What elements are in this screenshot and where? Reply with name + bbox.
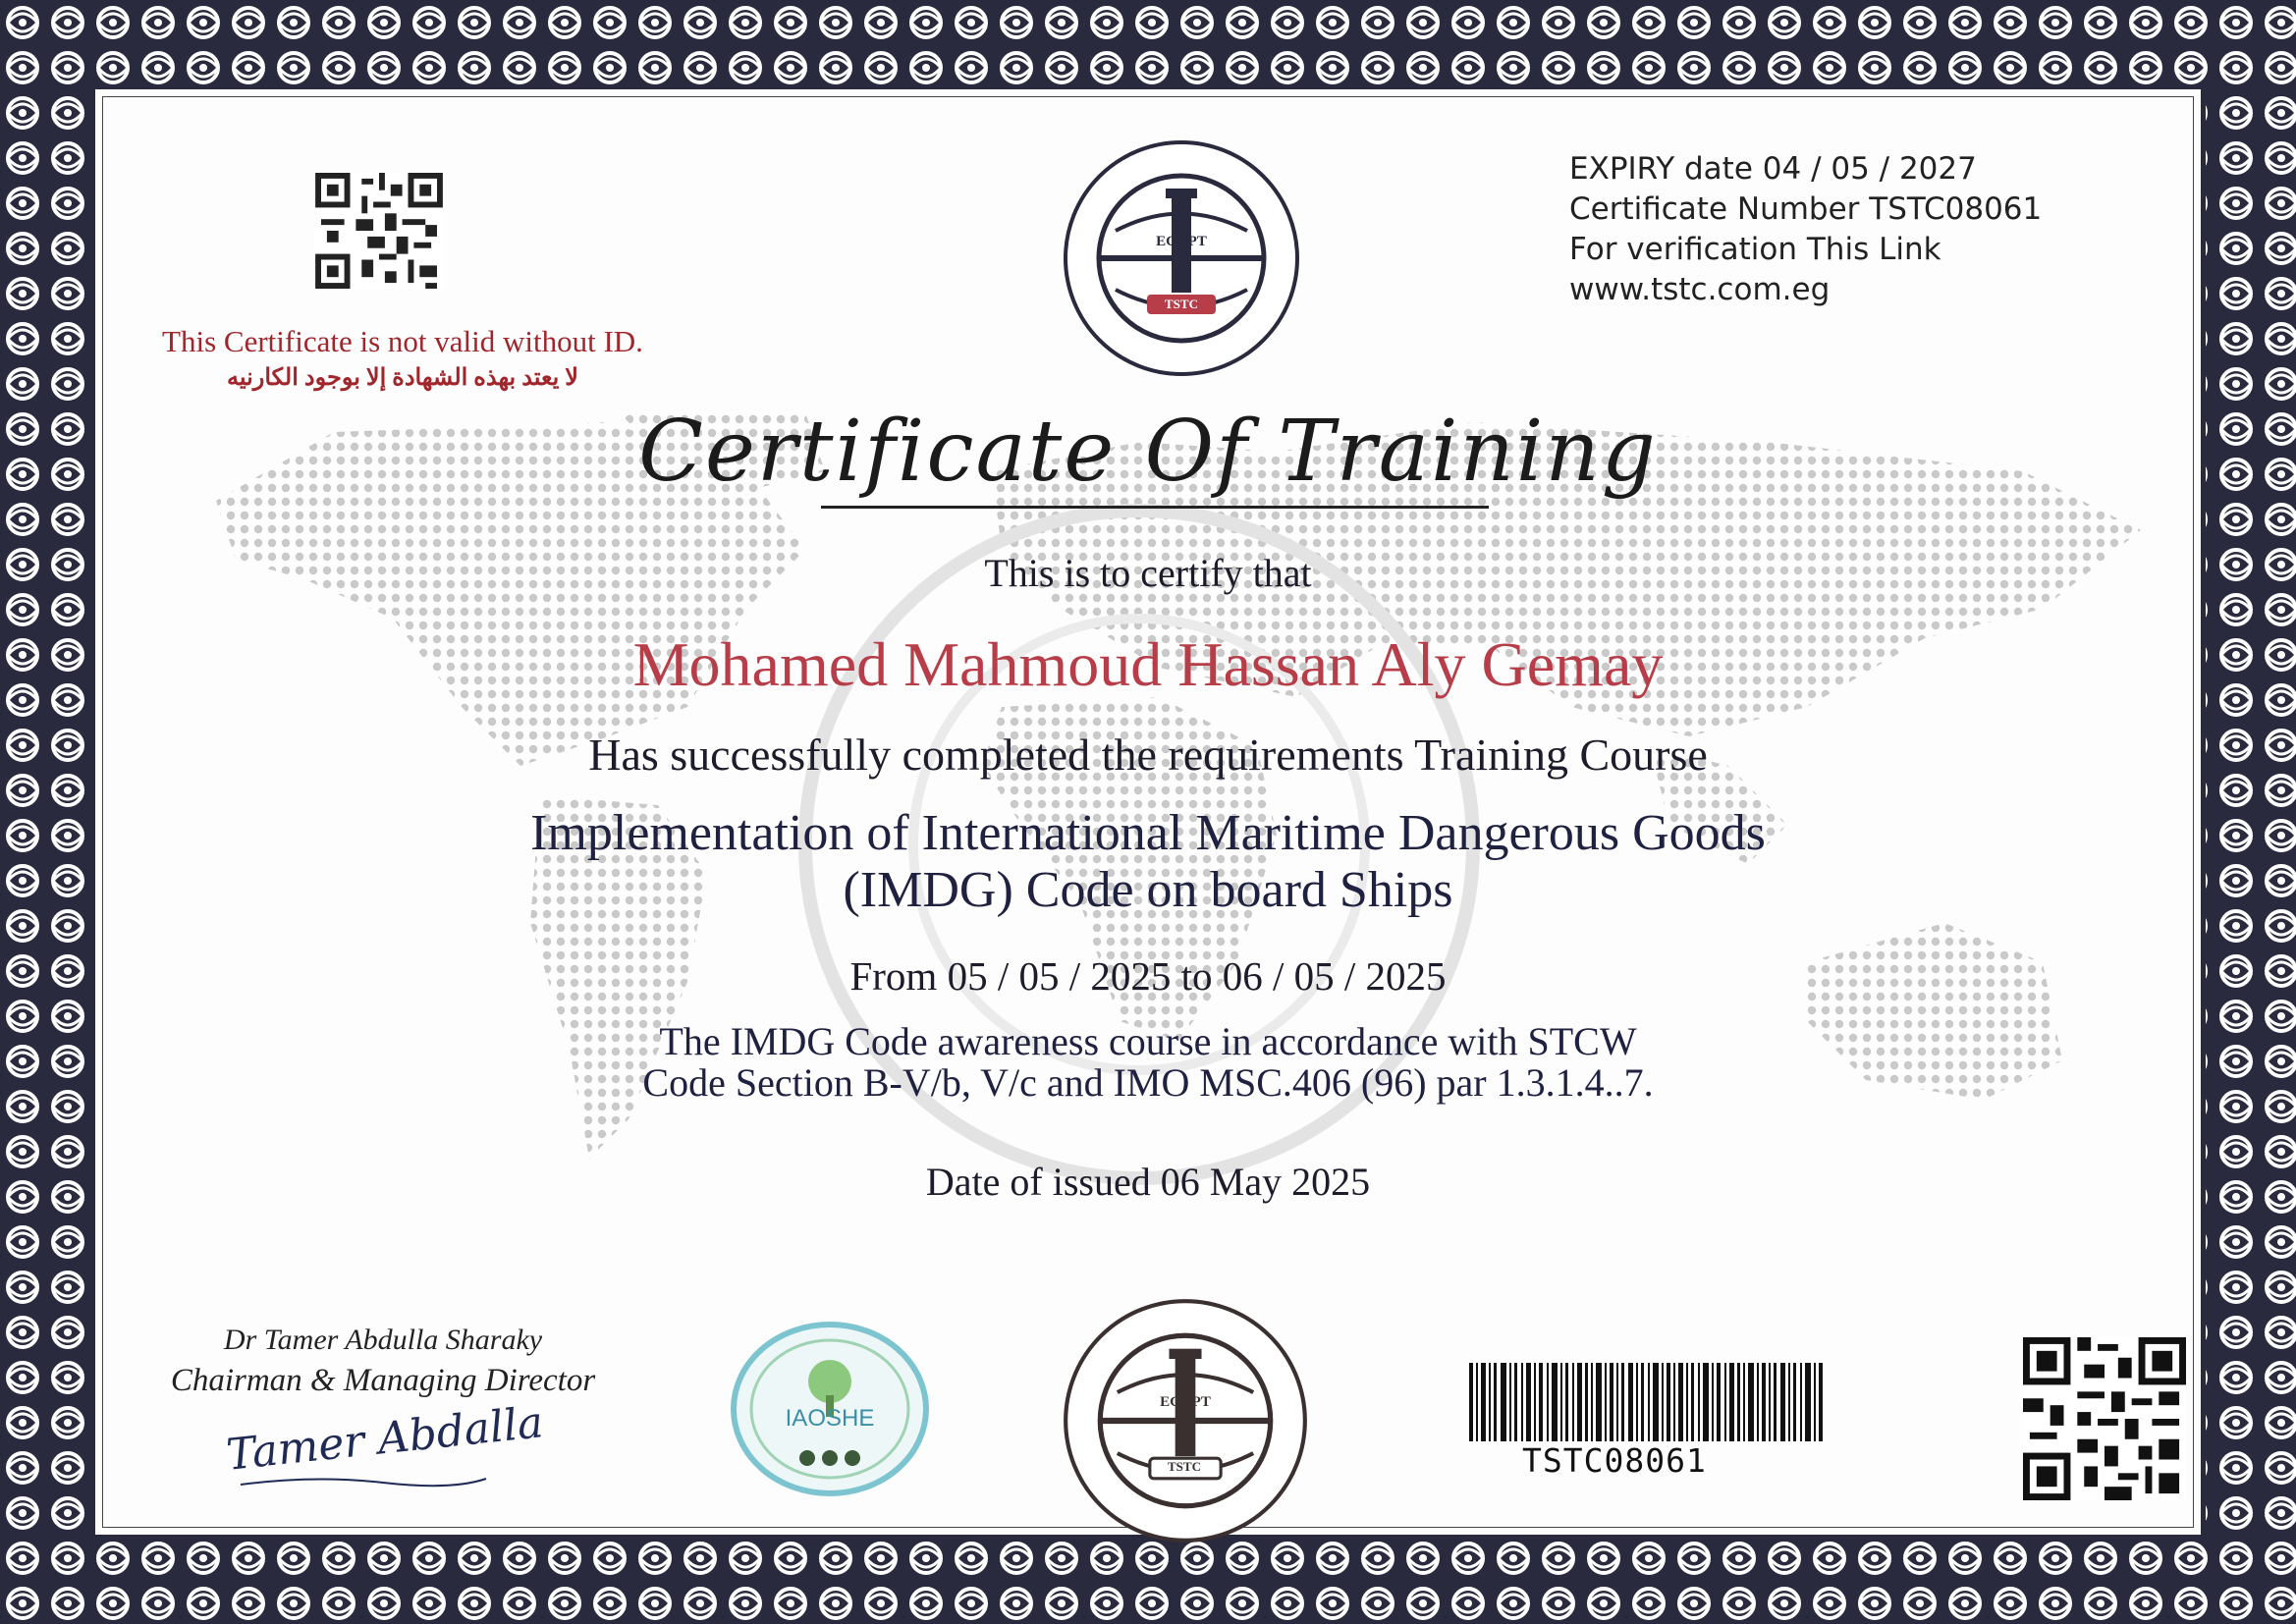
iaoshe-label: IAOSHE [785, 1405, 875, 1432]
certificate-title: Certificate Of Training [638, 403, 1658, 501]
accordance-line-1: The IMDG Code awareness course in accordance with STCW [659, 1019, 1637, 1063]
seal-abbr: TSTC [1165, 297, 1198, 311]
iaoshe-badge [729, 1321, 931, 1502]
course-title-line-2: (IMDG) Code on board Ships [843, 862, 1453, 918]
seal-emblem-icon [1061, 137, 1302, 379]
course-title [0, 805, 2296, 919]
company-seal-bottom [1061, 1296, 1310, 1550]
course-accordance [0, 1021, 2296, 1104]
barcode-number: TSTC08061 [1522, 1441, 1707, 1480]
id-warning-arabic: لا يعتد بهذه الشهادة إلا بوجود الكارنيه [226, 365, 578, 391]
completion-statement: Has successfully completed the requirements Training Course [588, 730, 1708, 780]
accordance-line-2: Code Section B-V/b, V/c and IMO MSC.406 (96) par 1.3.1.4..7. [642, 1060, 1654, 1105]
recipient-name: Mohamed Mahmoud Hassan Aly Gemay [632, 629, 1664, 699]
signatory-title: Chairman & Managing Director [170, 1363, 596, 1398]
qr-code-bottom-right[interactable] [2023, 1337, 2186, 1500]
title-underline [821, 506, 1489, 509]
seal-bottom-country: EGYPT [1160, 1394, 1211, 1410]
course-dates: From 05 / 05 / 2025 to 06 / 05 / 2025 [849, 953, 1447, 999]
verification-label: For verification This Link [1569, 232, 1941, 267]
expiry-date: EXPIRY date 04 / 05 / 2027 [1569, 151, 1977, 187]
qr-code-top-left[interactable] [314, 173, 444, 289]
company-seal-top [1061, 137, 1302, 384]
id-warning-english: This Certificate is not valid without ID. [162, 324, 643, 358]
signature-stroke [236, 1473, 491, 1492]
course-title-line-1: Implementation of International Maritime Dangerous Goods [530, 805, 1766, 861]
certificate-number: Certificate Number TSTC08061 [1569, 191, 2043, 227]
certify-intro: This is to certify that [984, 551, 1312, 595]
seal-bottom-abbr: TSTC [1168, 1459, 1201, 1474]
issue-date: Date of issued 06 May 2025 [925, 1160, 1371, 1204]
barcode[interactable] [1469, 1363, 1827, 1441]
signatory-name: Dr Tamer Abdulla Sharaky [223, 1324, 543, 1356]
seal-emblem-bottom-icon [1061, 1296, 1310, 1545]
verification-link[interactable]: www.tstc.com.eg [1569, 272, 1831, 307]
handwritten-signature: Tamer Abdalla [224, 1397, 546, 1481]
certificate-info [1569, 149, 2042, 310]
seal-country: EGYPT [1156, 234, 1207, 249]
